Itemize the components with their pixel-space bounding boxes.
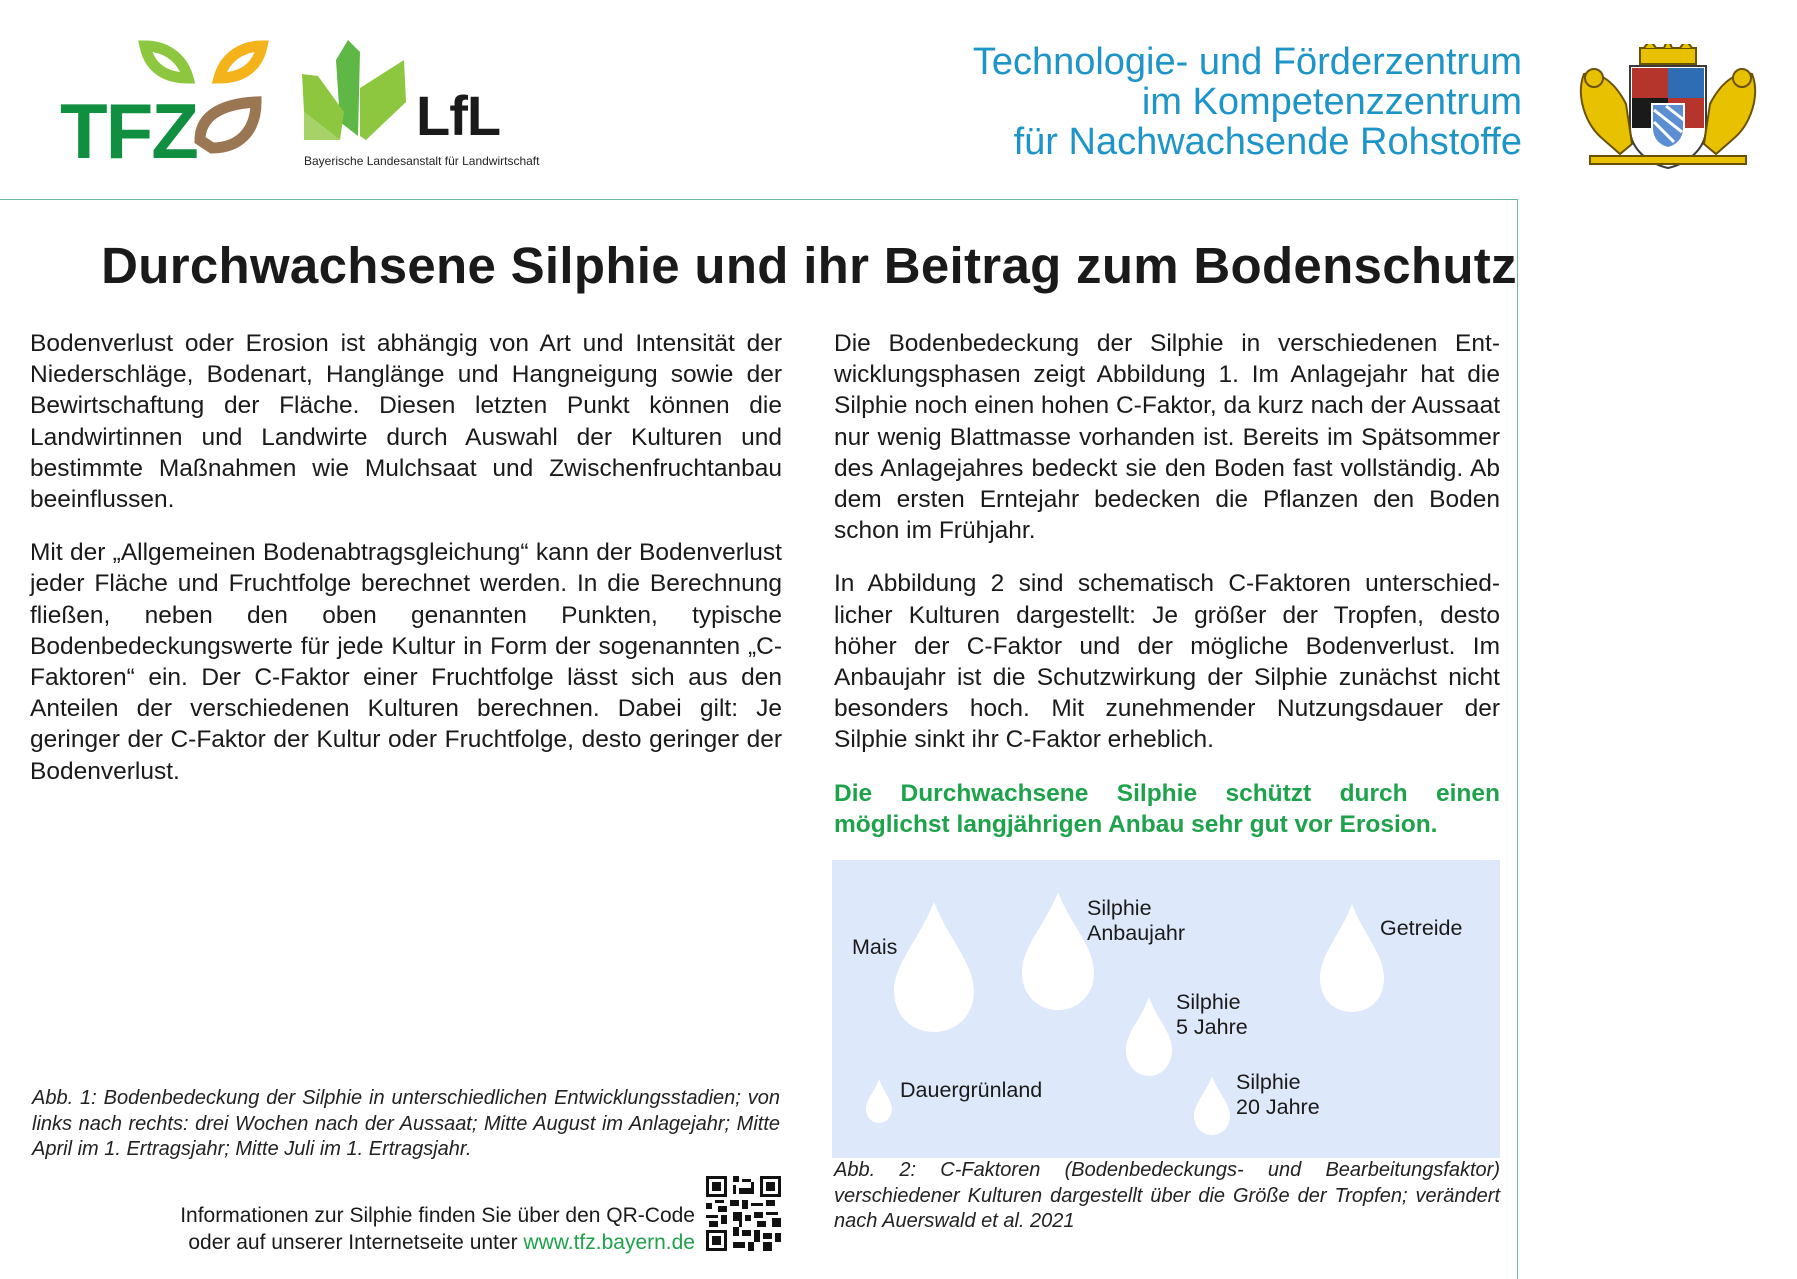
institution-line-1: Technologie- und Förderzentrum — [972, 41, 1522, 83]
left-paragraph-2: Mit der „Allgemeinen Bodenabtragsgleichung“ kann der Bodenverlust jeder Fläche und Fruchtfolge berechnet werden. In die Berechnung fließen, neben den oben genannten Punkten, typische Bodenbedeckungswerte für jede Kultur in Form der sogenannten „C-Faktoren“ ein. Der C-Faktor einer Fruchtfolge lässt sich aus den Anteilen der verschiedenen Kulturen berechnen. Dabei gilt: Je geringer der C-Faktor der Kultur oder Fruchtfolge, desto geringer der Bodenverlust. — [30, 539, 782, 785]
institution-line-3: für Nachwachsende Rohstoffe — [1013, 121, 1522, 163]
bavarian-coat-of-arms-icon — [1570, 44, 1766, 170]
drop-label-silphie-20-jahre — [1236, 1070, 1320, 1120]
right-column — [834, 328, 1500, 862]
drop-label-silphie-anbaujahr — [1087, 896, 1185, 946]
drop-label-silphie-5-line1: Silphie — [1176, 990, 1241, 1014]
drop-label-mais — [852, 935, 897, 960]
highlight-statement: Die Durchwachsene Silphie schützt durch einen möglichst langjährigen Anbau sehr gut vor Erosion. — [834, 779, 1500, 838]
drop-label-silphie-anbaujahr-line1: Silphie — [1087, 896, 1152, 920]
qr-code-icon[interactable] — [706, 1176, 781, 1251]
drop-getreide-icon — [1320, 904, 1384, 1012]
info-line-1: Informationen zur Silphie finden Sie über den QR-Code — [180, 1204, 695, 1227]
drop-label-silphie-anbaujahr-line2: Anbaujahr — [1087, 921, 1186, 945]
left-column — [30, 328, 782, 809]
lfl-subtitle: Bayerische Landesanstalt für Landwirtschaft — [304, 154, 540, 168]
drop-label-silphie-5-jahre — [1176, 990, 1248, 1040]
info-line-2 — [150, 1229, 695, 1256]
tfz-logo-text: TFZ — [60, 87, 197, 175]
drop-label-getreide — [1380, 916, 1462, 941]
figure-2-drops — [832, 860, 1500, 1158]
figure-1-caption: Abb. 1: Bodenbedeckung der Silphie in unterschiedlichen Entwicklungsstadien; von links nach rechts: drei Wochen nach der Aussaat; Mitte August im Anlagejahr; Mitte April im 1. Ertragsjahr; Mitte Juli im 1. Ertragsjahr. — [32, 1087, 780, 1160]
lfl-logo — [300, 40, 590, 180]
header — [0, 0, 1797, 200]
website-link[interactable]: www.tfz.bayern.de — [523, 1231, 695, 1254]
drop-label-dauergruenland — [900, 1078, 1042, 1103]
drop-label-silphie-20-line2: 20 Jahre — [1236, 1095, 1320, 1119]
figure-2-caption: Abb. 2: C-Faktoren (Bodenbedeckungs- und Bearbeitungsfaktor) verschiedener Kulturen dargestellt über die Größe der Tropfen; verändert nach Auerswald et al. 2021 — [834, 1159, 1500, 1232]
institution-line-2: im Kompetenzzentrum — [1141, 81, 1522, 123]
drop-silphie-20-icon — [1194, 1076, 1230, 1135]
drop-label-mais-line1: Mais — [852, 935, 898, 959]
drop-label-silphie-5-line2: 5 Jahre — [1176, 1015, 1248, 1039]
info-line-2-text: oder auf unserer Internetseite unter — [188, 1231, 524, 1254]
lfl-logo-text: LfL — [416, 84, 501, 147]
tfz-logo — [60, 40, 270, 175]
page-title: Durchwachsene Silphie und ihr Beitrag zum Bodenschutz — [101, 237, 1517, 294]
right-paragraph-2: In Abbildung 2 sind schematisch C-Faktoren unterschiedlicher Kulturen dargestellt: Je größer der Tropfen, desto höher der C-Faktor und der mögliche Bodenverlust. Im Anbaujahr ist die Schutzwirkung der Silphie zunächst nicht besonders hoch. Mit zunehmender Nutzungsdauer der Silphie sinkt ihr C-Faktor erheblich. — [834, 570, 1500, 754]
drop-label-getreide-line1: Getreide — [1380, 916, 1463, 940]
right-paragraph-1: Die Bodenbedeckung der Silphie in verschiedenen Entwicklungsphasen zeigt Abbildung 1. Im Anlagejahr hat die Silphie noch einen hohen C-Faktor, da kurz nach der Aussaat nur wenig Blattmasse vorhanden ist. Bereits im Spätsommer des Anlagejahres bedeckt sie den Boden fast vollständig. Ab dem ersten Erntejahr bedecken die Pflanzen den Boden schon im Frühjahr. — [834, 330, 1500, 545]
institution-name — [973, 42, 1522, 162]
drop-silphie-5-icon — [1126, 997, 1172, 1076]
lfl-plant-icon — [300, 40, 410, 144]
drop-dauergruenland-icon — [866, 1079, 892, 1123]
drop-silphie-anbau-icon — [1022, 892, 1094, 1010]
info-text — [150, 1202, 695, 1256]
drop-label-dauergruenland-line1: Dauergrünland — [900, 1078, 1043, 1102]
drop-label-silphie-20-line1: Silphie — [1236, 1070, 1301, 1094]
left-paragraph-1: Bodenverlust oder Erosion ist abhängig von Art und Intensität der Niederschläge, Bodenart, Hanglänge und Hangneigung sowie der Bewirtschaftung der Fläche. Diesen letzten Punkt können die Landwirtinnen und Landwirte durch Auswahl der Kulturen und bestimmte Maßnahmen wie Mulchsaat und Zwischenfruchtanbau beeinflussen. — [30, 330, 782, 514]
drop-mais-icon — [894, 902, 974, 1032]
